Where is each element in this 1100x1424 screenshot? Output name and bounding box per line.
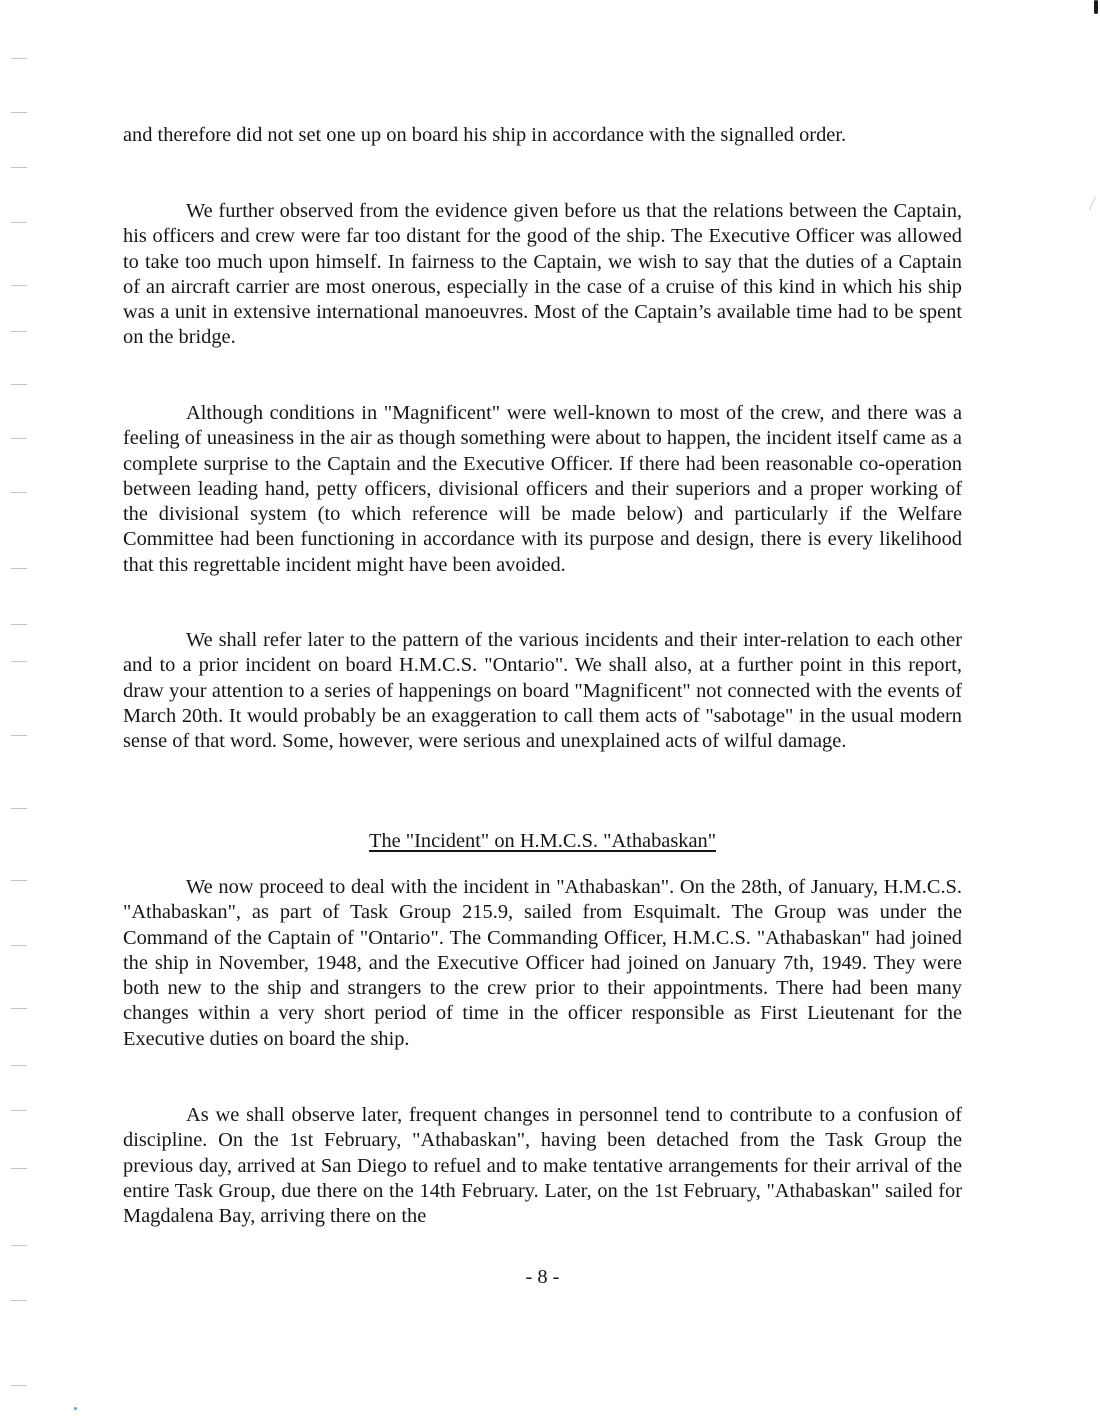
margin-tick [11,58,27,59]
margin-tick [11,167,27,168]
margin-tick [11,384,27,385]
margin-tick [11,808,27,809]
paragraph-relations: We further observed from the evidence given before us that the relations between the Captain, his officers and crew were far too distant for the good of the ship. The Executive Officer was allowed to take too much upon himself. In fairness to the Captain, we wish to say that the duties of a Captain of an aircraft carrier are most onerous, especially in the case of a cruise of this kind in which his ship was a unit in extensive international manoeuvres. Most of the Captain’s available time had to be spent on the bridge. [123,200,962,349]
margin-tick [11,112,27,113]
margin-tick [11,1008,27,1009]
paragraph-personnel-changes: As we shall observe later, frequent changes in personnel tend to contribute to a confusion of discipline. On the 1st February, "Athabaskan", having been detached from the Task Group the previous day, arrived at San Diego to refuel and to make tentative arrangements for their arrival of the entire Task Group, due there on the 14th February. Later, on the 1st February, "Athabaskan" sailed for Magdalena Bay, arriving there on the [123,1104,962,1228]
margin-tick [11,1110,27,1111]
page-number: - 8 - [525,1266,560,1288]
margin-tick [11,1065,27,1066]
margin-tick [11,1300,27,1301]
margin-tick [11,945,27,946]
margin-tick [11,568,27,569]
margin-tick [11,880,27,881]
paragraph-pattern: We shall refer later to the pattern of the various incidents and their inter-relation to each other and to a prior incident on board H.M.C.S. "Ontario". We shall also, at a further point in this report, draw your attention to a series of happenings on board "Magnificent" not connected with the events of March 20th. It would probably be an exaggeration to call them acts of "sabotage" in the usual modern sense of that word. Some, however, were serious and unexplained acts of wilful damage. [123,629,962,753]
margin-tick [11,1245,27,1246]
margin-tick [11,285,27,286]
scan-dot-mark [74,1407,77,1410]
scan-stray-mark [1089,196,1100,210]
scan-corner-mark [1094,0,1098,14]
margin-tick [11,331,27,332]
binder-margin-marks [0,0,40,1424]
section-heading-text: The "Incident" on H.M.C.S. "Athabaskan" [368,830,717,852]
paragraph-conditions: Although conditions in "Magnificent" were well-known to most of the crew, and there was a feeling of uneasiness in the air as though something were about to happen, the incident itself came as a complete surprise to the Captain and the Executive Officer. If there had been reasonable co-operation between leading hand, petty officers, divisional officers and their superiors and a proper working of the divisional system (to which reference will be made below) and particularly if the Welfare Committee had been functioning in accordance with its purpose and design, there is every likelihood that this regrettable incident might have been avoided. [123,402,962,576]
paragraph-continuation: and therefore did not set one up on board his ship in accordance with the signalled order. [123,124,847,146]
margin-tick [11,661,27,662]
margin-tick [11,1168,27,1169]
margin-tick [11,1385,27,1386]
margin-tick [11,735,27,736]
paragraph-athabaskan-intro: We now proceed to deal with the incident in "Athabaskan". On the 28th, of January, H.M.C.S. "Athabaskan", as part of Task Group 215.9, sailed from Esquimalt. The Group was under the Command of the Captain of "Ontario". The Commanding Officer, H.M.C.S. "Athabaskan" had joined the ship in November, 1948, and the Executive Officer had joined on January 7th, 1949. They were both new to the ship and strangers to the crew prior to their appointments. There had been many changes within a very short period of time in the officer responsible as First Lieutenant for the Executive duties on board the ship. [123,876,962,1050]
margin-tick [11,624,27,625]
margin-tick [11,492,27,493]
section-heading [123,829,962,854]
margin-tick [11,438,27,439]
margin-tick [11,222,27,223]
